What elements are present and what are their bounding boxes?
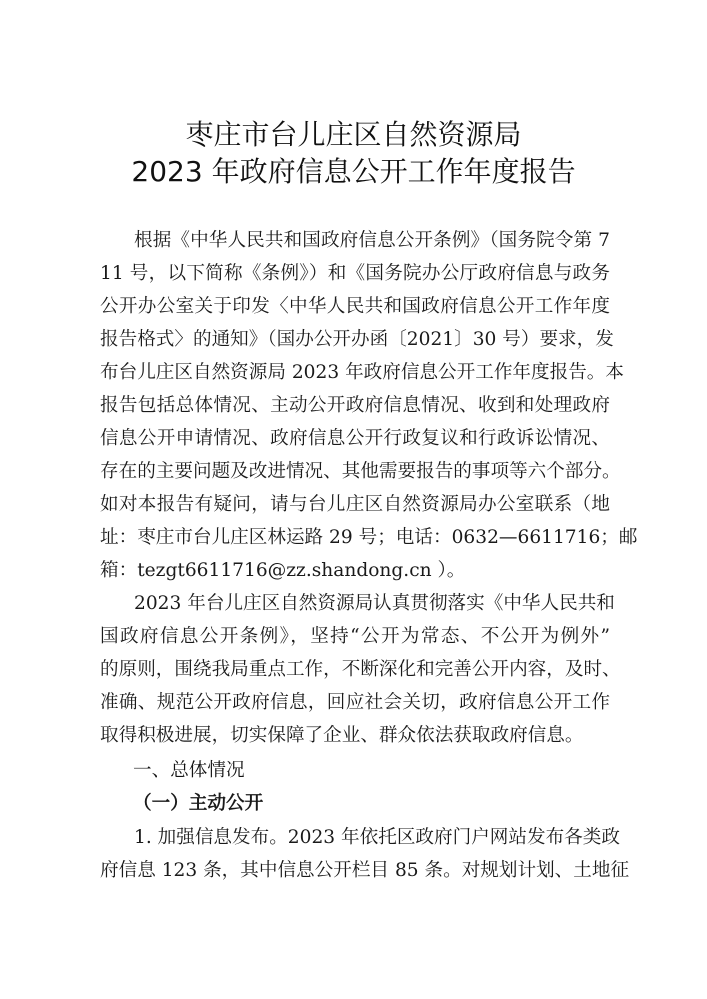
document-title-line-2: 2023 年政府信息公开工作年度报告 [131,155,576,188]
text-line: 公开办公室关于印发〈中华人民共和国政府信息公开工作年度 [100,296,610,317]
text-line: 2023 年台儿庄区自然资源局认真贯彻落实《中华人民共和 [134,593,615,614]
text-line: 根据《中华人民共和国政府信息公开条例》（国务院令第 7 [134,230,610,251]
text-line: 箱：tezgt6611716@zz.shandong.cn ）。 [100,560,466,581]
text-line: 如对本报告有疑问，请与台儿庄区自然资源局办公室联系（地 [100,494,610,515]
text-line: 址：枣庄市台儿庄区林运路 29 号；电话：0632—6611716；邮 [100,527,638,548]
text-line: 府信息 123 条，其中信息公开栏目 85 条。对规划计划、土地征 [100,860,630,881]
text-line: 11 号，以下简称《条例》）和《国务院办公厅政府信息与政务 [100,263,610,284]
text-line: 的原则，围绕我局重点工作，不断深化和完善公开内容，及时、 [100,659,621,680]
text-line: 取得积极进展，切实保障了企业、群众依法获取政府信息。 [100,725,584,746]
text-line: 报告包括总体情况、主动公开政府信息情况、收到和处理政府 [100,395,610,416]
text-line: 信息公开申请情况、政府信息公开行政复议和行政诉讼情况、 [100,428,610,449]
section-heading: 一、总体情况 [133,760,245,781]
text-line: 1. 加强信息发布。2023 年依托区政府门户网站发布各类政 [134,827,620,848]
text-line: 布台儿庄区自然资源局 2023 年政府信息公开工作年度报告。本 [100,362,624,383]
text-line: 准确、规范公开政府信息，回应社会关切，政府信息公开工作 [100,692,610,713]
text-line: 存在的主要问题及改进情况、其他需要报告的事项等六个部分。 [100,461,621,482]
section-subheading: （一）主动公开 [133,793,264,814]
document-title-line-1: 枣庄市台儿庄区自然资源局 [185,118,522,151]
text-line: 国政府信息公开条例》，坚持“公开为常态、不公开为例外” [100,626,610,647]
text-line: 报告格式〉的通知》（国办公开办函〔2021〕30 号）要求，发 [100,329,614,350]
